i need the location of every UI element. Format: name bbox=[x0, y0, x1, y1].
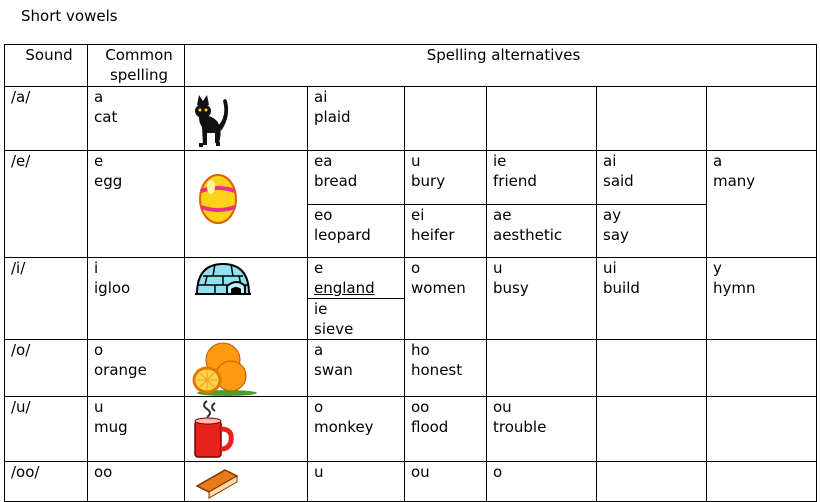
alt-cell-empty bbox=[707, 397, 817, 462]
picture-cell bbox=[185, 151, 308, 258]
sound-cell: /a/ bbox=[5, 87, 88, 151]
cat-icon bbox=[185, 87, 307, 151]
alt-cell-empty bbox=[707, 340, 817, 397]
alt-cell: ea bread bbox=[308, 151, 405, 205]
sound-cell: /u/ bbox=[5, 397, 88, 462]
alt-cell: ay say bbox=[597, 205, 707, 258]
picture-cell bbox=[185, 462, 308, 502]
alt-cell: a swan bbox=[308, 340, 405, 397]
alt-cell: ae aesthetic bbox=[487, 205, 597, 258]
common-spelling-cell: u mug bbox=[88, 397, 185, 462]
alt-cell: a many bbox=[707, 151, 817, 258]
alt-cell: o bbox=[487, 462, 597, 502]
alt-cell: oo flood bbox=[405, 397, 487, 462]
sound-cell: /e/ bbox=[5, 151, 88, 258]
alt-cell-empty bbox=[597, 397, 707, 462]
header-common-line1: Common bbox=[105, 46, 173, 64]
short-vowels-table bbox=[4, 44, 817, 502]
row-u bbox=[5, 397, 817, 462]
page-title: Short vowels bbox=[21, 7, 118, 25]
alt-cell-empty bbox=[405, 87, 487, 151]
alt-cell: ho honest bbox=[405, 340, 487, 397]
alt-cell: u bury bbox=[405, 151, 487, 205]
alt-cell-empty bbox=[597, 462, 707, 502]
alt-cell-empty bbox=[707, 462, 817, 502]
alt-cell: o women bbox=[405, 258, 487, 340]
igloo-icon bbox=[185, 258, 307, 340]
mug-icon bbox=[185, 397, 307, 462]
alt-cell-empty bbox=[487, 340, 597, 397]
alt-cell-empty bbox=[597, 87, 707, 151]
alt-cell: u bbox=[308, 462, 405, 502]
sound-cell: /i/ bbox=[5, 258, 88, 340]
picture-cell bbox=[185, 340, 308, 397]
alt-cell: eo leopard bbox=[308, 205, 405, 258]
alt-cell-empty bbox=[487, 87, 597, 151]
picture-cell bbox=[185, 87, 308, 151]
alt-cell: u busy bbox=[487, 258, 597, 340]
alt-cell: ie sieve bbox=[308, 299, 405, 340]
egg-icon bbox=[185, 151, 307, 257]
sound-cell: /o/ bbox=[5, 340, 88, 397]
alt-cell: ai plaid bbox=[308, 87, 405, 151]
orange-icon bbox=[185, 340, 307, 397]
common-spelling-cell: a cat bbox=[88, 87, 185, 151]
alt-cell: ou trouble bbox=[487, 397, 597, 462]
sound-cell: /oo/ bbox=[5, 462, 88, 502]
row-oo bbox=[5, 462, 817, 502]
picture-cell bbox=[185, 258, 308, 340]
row-o bbox=[5, 340, 817, 397]
common-spelling-cell: i igloo bbox=[88, 258, 185, 340]
header-sound: Sound bbox=[5, 45, 88, 87]
alt-cell-empty bbox=[707, 87, 817, 151]
alt-cell: e england bbox=[308, 258, 405, 299]
alt-cell: ou bbox=[405, 462, 487, 502]
book-icon bbox=[185, 462, 307, 502]
header-common-spelling bbox=[88, 45, 185, 87]
common-spelling-cell: e egg bbox=[88, 151, 185, 258]
alt-cell: y hymn bbox=[707, 258, 817, 340]
header-row bbox=[5, 45, 817, 87]
alt-cell: ei heifer bbox=[405, 205, 487, 258]
header-common-line2: spelling bbox=[109, 66, 169, 84]
row-e bbox=[5, 151, 817, 205]
row-a bbox=[5, 87, 817, 151]
alt-cell: ui build bbox=[597, 258, 707, 340]
picture-cell bbox=[185, 397, 308, 462]
alt-cell-empty bbox=[597, 340, 707, 397]
alt-cell: ie friend bbox=[487, 151, 597, 205]
row-i bbox=[5, 258, 817, 299]
alt-cell: o monkey bbox=[308, 397, 405, 462]
header-spelling-alternatives: Spelling alternatives bbox=[185, 45, 817, 87]
common-spelling-cell: oo bbox=[88, 462, 185, 502]
alt-cell: ai said bbox=[597, 151, 707, 205]
common-spelling-cell: o orange bbox=[88, 340, 185, 397]
